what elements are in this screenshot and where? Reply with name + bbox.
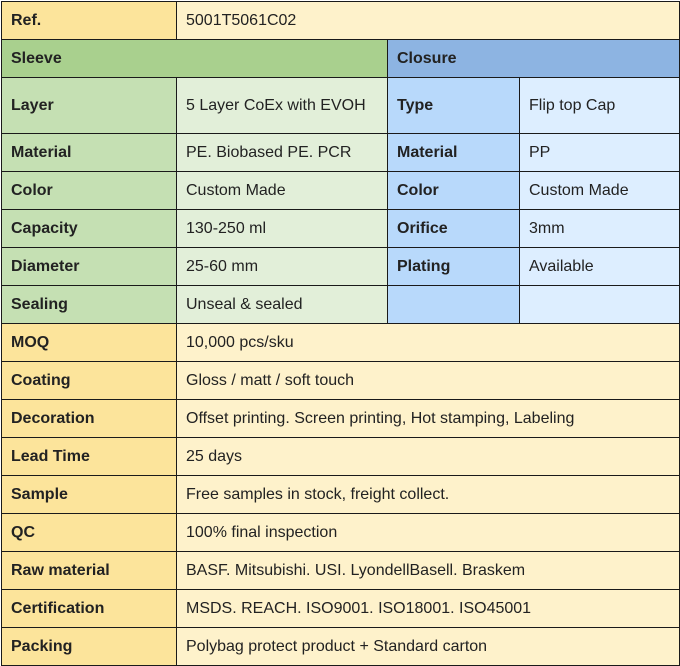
- spec-value: 25 days: [177, 438, 680, 476]
- spec-label: Decoration: [2, 400, 177, 438]
- sleeve-label: Color: [2, 172, 177, 210]
- spec-row: [2, 324, 680, 362]
- spec-row: [2, 438, 680, 476]
- closure-value: PP: [520, 134, 680, 172]
- closure-header: Closure: [388, 40, 680, 78]
- closure-label: Material: [388, 134, 520, 172]
- spec-label: Coating: [2, 362, 177, 400]
- section-header-row: [2, 40, 680, 78]
- split-row: [2, 172, 680, 210]
- spec-value: Polybag protect product + Standard carton: [177, 628, 680, 666]
- spec-label: Certification: [2, 590, 177, 628]
- sleeve-value: PE. Biobased PE. PCR: [177, 134, 388, 172]
- spec-value: 100% final inspection: [177, 514, 680, 552]
- sleeve-value: 130-250 ml: [177, 210, 388, 248]
- sleeve-header: Sleeve: [2, 40, 388, 78]
- spec-label: MOQ: [2, 324, 177, 362]
- spec-label: Sample: [2, 476, 177, 514]
- spec-row: [2, 476, 680, 514]
- split-row: [2, 248, 680, 286]
- spec-value: Free samples in stock, freight collect.: [177, 476, 680, 514]
- closure-label: Orifice: [388, 210, 520, 248]
- sleeve-value: Custom Made: [177, 172, 388, 210]
- split-row: [2, 134, 680, 172]
- sleeve-label: Diameter: [2, 248, 177, 286]
- closure-label: [388, 286, 520, 324]
- sleeve-value: 5 Layer CoEx with EVOH: [177, 78, 388, 134]
- closure-value: Flip top Cap: [520, 78, 680, 134]
- closure-value: [520, 286, 680, 324]
- spec-label: QC: [2, 514, 177, 552]
- spec-row: [2, 590, 680, 628]
- closure-label: Type: [388, 78, 520, 134]
- spec-value: Offset printing. Screen printing, Hot stamping, Labeling: [177, 400, 680, 438]
- closure-label: Color: [388, 172, 520, 210]
- spec-value: 10,000 pcs/sku: [177, 324, 680, 362]
- spec-label: Lead Time: [2, 438, 177, 476]
- spec-row: [2, 514, 680, 552]
- spec-label: Raw material: [2, 552, 177, 590]
- sleeve-label: Layer: [2, 78, 177, 134]
- split-row: [2, 210, 680, 248]
- spec-row: [2, 628, 680, 666]
- sleeve-value: Unseal & sealed: [177, 286, 388, 324]
- spec-row: [2, 400, 680, 438]
- spec-value: MSDS. REACH. ISO9001. ISO18001. ISO45001: [177, 590, 680, 628]
- split-row: [2, 286, 680, 324]
- spec-value: Gloss / matt / soft touch: [177, 362, 680, 400]
- ref-value: 5001T5061C02: [177, 2, 680, 40]
- spec-row: [2, 362, 680, 400]
- spec-label: Packing: [2, 628, 177, 666]
- split-row: [2, 78, 680, 134]
- closure-value: Custom Made: [520, 172, 680, 210]
- sleeve-label: Sealing: [2, 286, 177, 324]
- spec-table: [1, 1, 680, 666]
- sleeve-value: 25-60 mm: [177, 248, 388, 286]
- sleeve-label: Capacity: [2, 210, 177, 248]
- ref-row: [2, 2, 680, 40]
- closure-value: 3mm: [520, 210, 680, 248]
- ref-label: Ref.: [2, 2, 177, 40]
- closure-label: Plating: [388, 248, 520, 286]
- spec-value: BASF. Mitsubishi. USI. LyondellBasell. Braskem: [177, 552, 680, 590]
- spec-row: [2, 552, 680, 590]
- sleeve-label: Material: [2, 134, 177, 172]
- closure-value: Available: [520, 248, 680, 286]
